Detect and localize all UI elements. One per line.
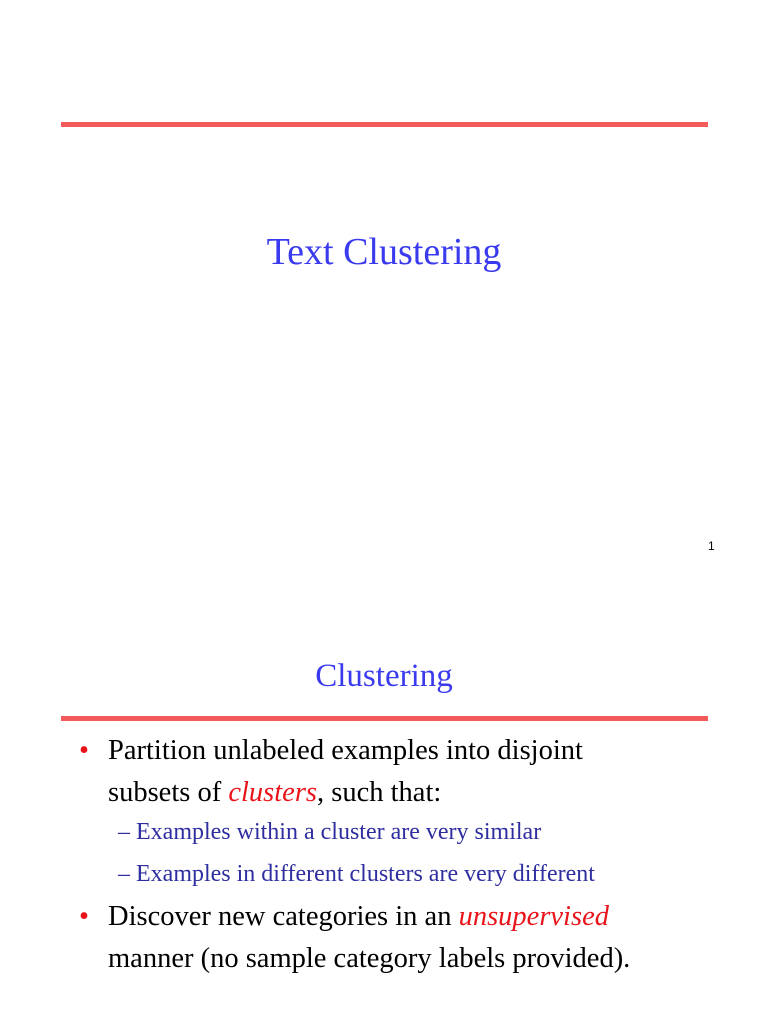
emphasis-unsupervised: unsupervised (458, 901, 609, 932)
sub-bullet-text: Examples within a cluster are very similar (136, 819, 542, 845)
top-rule (61, 122, 708, 127)
bullet-text: , such that: (317, 777, 442, 808)
bullet-marker: • (79, 901, 89, 932)
page-number: 1 (708, 539, 715, 553)
sub-bullet-text: Examples in different clusters are very different (136, 861, 595, 887)
bullet-text: subsets of (108, 777, 229, 808)
bullet-line (108, 896, 609, 938)
emphasis-clusters: clusters (228, 777, 318, 808)
slide-title-clustering: Clustering (315, 658, 453, 694)
sub-bullet-different (118, 858, 595, 890)
sub-bullet-similar (118, 816, 541, 848)
slide-title: Text Clustering (266, 231, 502, 273)
sub-bullet-marker: – (118, 819, 130, 845)
sub-bullet-marker: – (118, 861, 130, 887)
bullet-text: Discover new categories in an (108, 901, 459, 932)
bullet-line: manner (no sample category labels provided). (108, 943, 631, 974)
bullet-line (108, 772, 441, 814)
title-rule (61, 716, 708, 721)
bullet-marker: • (79, 735, 89, 766)
bullet-line: Partition unlabeled examples into disjoint (108, 735, 583, 766)
